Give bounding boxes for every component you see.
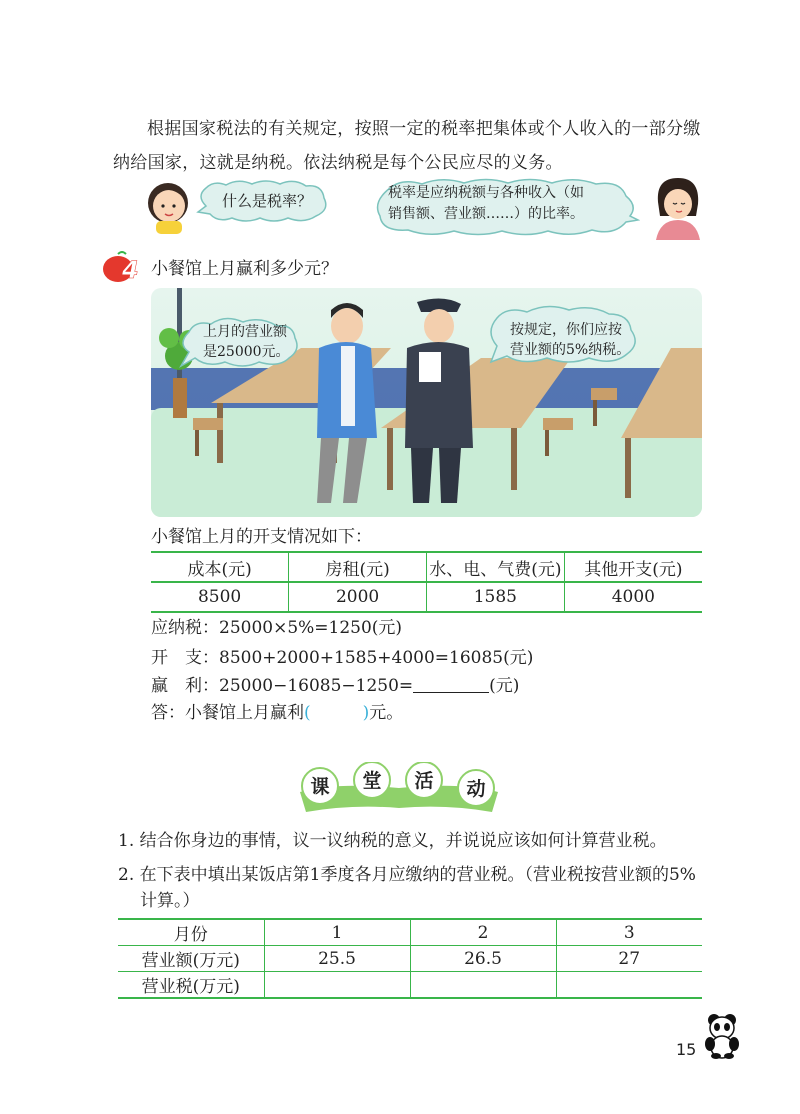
right-bubble-line2: 销售额、营业额……）的比率。 xyxy=(388,206,584,222)
right-bubble-text xyxy=(388,183,584,225)
expense-expression: 8500+2000+1585+4000=16085(元) xyxy=(219,648,534,668)
answer-open-paren: ( xyxy=(304,703,311,723)
answer-suffix: 元。 xyxy=(369,703,404,723)
tax-input-cell[interactable] xyxy=(264,972,410,999)
officer-speech-line1: 按规定，你们应按 xyxy=(510,322,622,338)
expense-header-cell: 成本(元) xyxy=(187,559,252,580)
expense-value-cell: 1585 xyxy=(427,582,565,612)
expense-value-cell: 2000 xyxy=(289,582,427,612)
owner-speech xyxy=(203,322,290,362)
revenue-table xyxy=(118,918,702,999)
tax-input-cell[interactable] xyxy=(410,972,556,999)
tax-row xyxy=(118,972,702,999)
profit-answer-blank[interactable] xyxy=(413,675,489,693)
left-bubble-text: 什么是税率？ xyxy=(222,192,313,210)
banner-char-1: 课 xyxy=(310,776,330,798)
right-bubble-line1: 税率是应纳税额与各种收入（如 xyxy=(388,185,584,201)
expense-intro: 小餐馆上月的开支情况如下： xyxy=(151,527,372,547)
expense-table xyxy=(151,551,702,613)
revenue-header-row xyxy=(118,919,702,946)
activity-number: 2. xyxy=(118,865,135,885)
profit-expression: 25000−16085−1250= xyxy=(219,676,414,696)
profit-label: 赢 利： xyxy=(151,676,219,696)
expense-value-row xyxy=(151,582,702,612)
tax-input-cell[interactable] xyxy=(556,972,702,999)
officer-speech xyxy=(510,320,630,360)
answer-sentence xyxy=(151,700,403,727)
revenue-value-cell: 26.5 xyxy=(410,946,556,972)
owner-speech-line2: 是25000元。 xyxy=(203,344,290,360)
expense-calculation xyxy=(151,645,533,672)
revenue-header-cell: 3 xyxy=(556,919,702,946)
revenue-label-cell: 营业额(万元) xyxy=(118,946,264,972)
activity-text: 结合你身边的事情，议一议纳税的意义，并说说应该如何计算营业税。 xyxy=(139,831,667,851)
revenue-value-cell: 27 xyxy=(556,946,702,972)
officer-speech-line2: 营业额的5%纳税。 xyxy=(510,342,631,358)
banner-char-3: 活 xyxy=(414,770,434,792)
revenue-value-cell: 25.5 xyxy=(264,946,410,972)
activity-item-2 xyxy=(118,862,696,889)
banner-char-2: 堂 xyxy=(362,770,382,792)
expense-header-cell: 水、电、气费(元) xyxy=(427,552,565,582)
expense-header-cell: 房租(元) xyxy=(289,552,427,582)
owner-speech-line1: 上月的营业额 xyxy=(203,324,287,340)
expense-value-cell: 4000 xyxy=(564,582,702,612)
girl-left-illustration xyxy=(138,176,198,234)
activity-item-2-cont: 计算。） xyxy=(140,891,200,911)
panda-icon xyxy=(702,1010,742,1060)
revenue-header-cell: 2 xyxy=(410,919,556,946)
activity-item-1 xyxy=(118,828,667,855)
example-number-badge xyxy=(100,250,144,284)
banner-char-4: 动 xyxy=(466,778,486,800)
revenue-header-cell: 1 xyxy=(264,919,410,946)
example-question: 小餐馆上月赢利多少元？ xyxy=(151,259,338,279)
expense-header-row xyxy=(151,552,702,582)
activity-text-line1: 在下表中填出某饭店第1季度各月应缴纳的营业税。（营业税按营业额的5% xyxy=(139,865,696,885)
expense-header-cell: 其他开支(元) xyxy=(564,552,702,582)
revenue-header-cell: 月份 xyxy=(118,919,264,946)
tax-label: 应纳税： xyxy=(151,618,219,638)
girl-right-illustration xyxy=(646,172,708,240)
activity-banner xyxy=(296,762,502,816)
activity-number: 1. xyxy=(118,831,135,851)
answer-close-paren: ) xyxy=(362,703,370,723)
tax-calculation xyxy=(151,615,402,642)
expense-value-cell: 8500 xyxy=(197,587,242,607)
revenue-row xyxy=(118,946,702,972)
tax-label-cell: 营业税(万元) xyxy=(118,972,264,999)
profit-calculation xyxy=(151,673,519,700)
intro-paragraph: 根据国家税法的有关规定，按照一定的税率把集体或个人收入的一部分缴纳给国家，这就是纳税。依法纳税是每个公民应尽的义务。 xyxy=(113,119,701,173)
expense-label: 开 支： xyxy=(151,648,219,668)
example-number: 4 xyxy=(122,256,139,284)
profit-unit: (元) xyxy=(489,676,520,696)
answer-prefix: 答：小餐馆上月赢利 xyxy=(151,703,304,723)
page-number: 15 xyxy=(676,1040,697,1059)
tax-expression: 25000×5%=1250(元) xyxy=(219,618,403,638)
